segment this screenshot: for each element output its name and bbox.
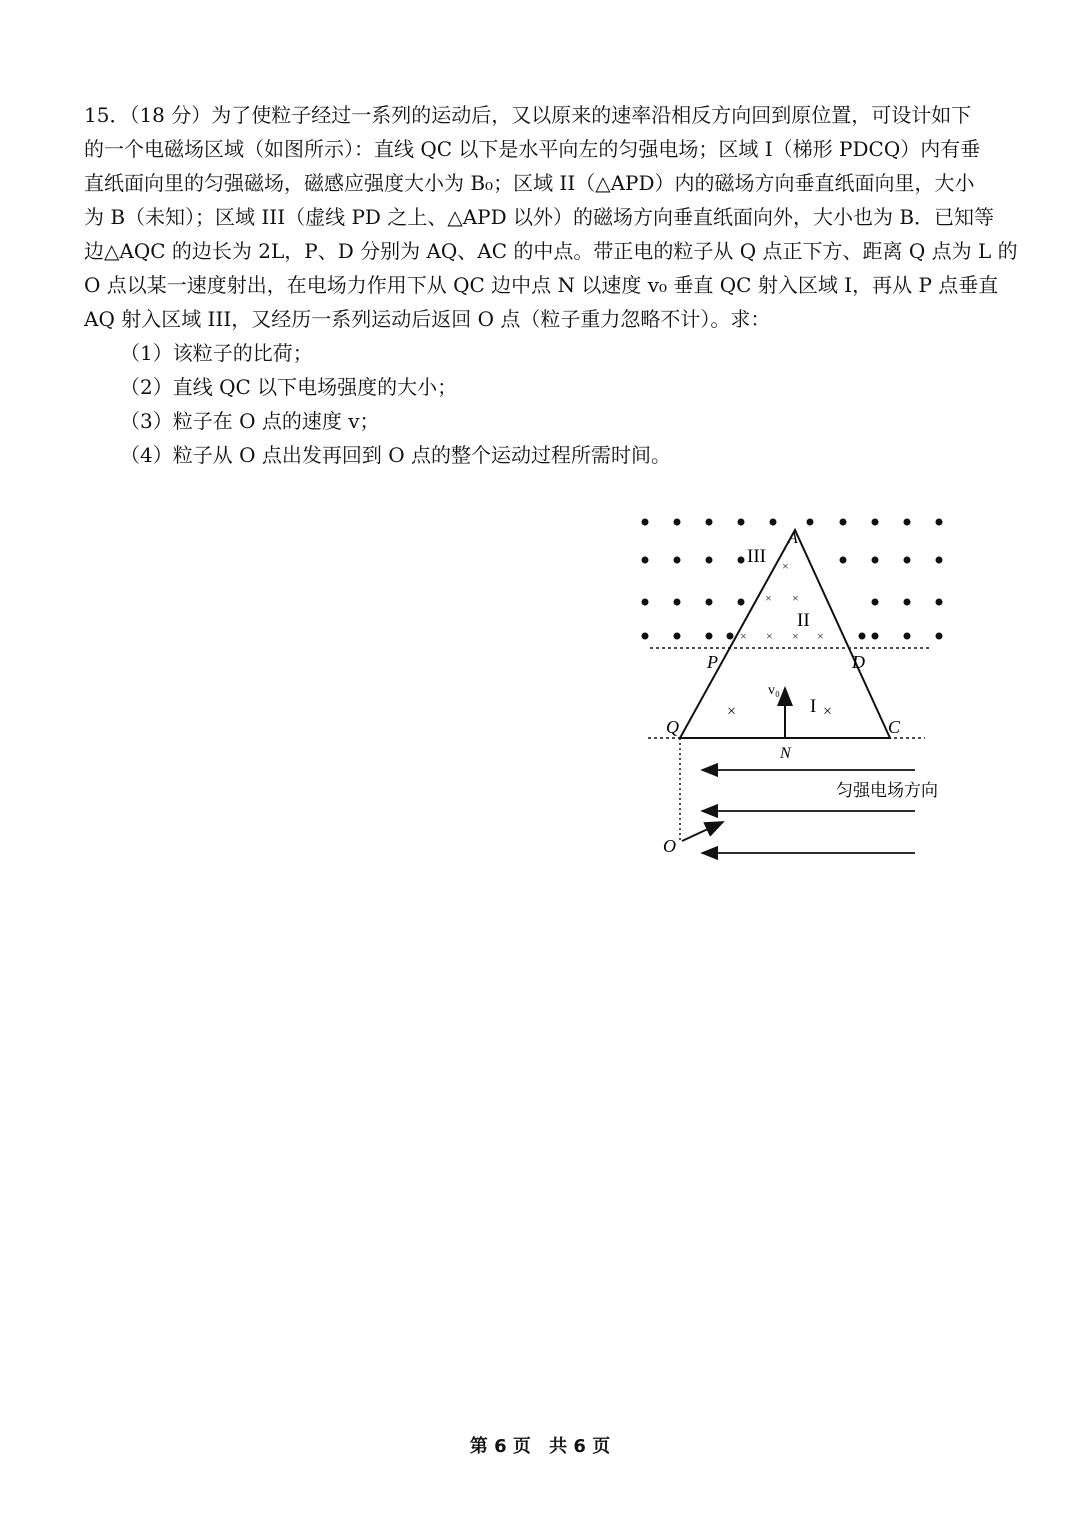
svg-text:×: ×: [765, 591, 772, 605]
stem-line-5: 边△AQC 的边长为 2L，P、D 分别为 AQ、AC 的中点。带正电的粒子从 Q 点正下方、距离 Q 点为 L 的: [84, 239, 1018, 263]
label-q: Q: [666, 717, 679, 737]
stem-line-6: O 点以某一速度射出，在电场力作用下从 QC 边中点 N 以速度 v₀ 垂直 QC 射入区域 I，再从 P 点垂直: [84, 273, 999, 297]
label-region1: I: [810, 696, 817, 717]
label-region2: II: [797, 610, 810, 631]
svg-text:×: ×: [792, 591, 799, 605]
stem-line-2: 的一个电磁场区域（如图所示）：直线 QC 以下是水平向左的匀强电场；区域 I（梯形 PDCQ）内有垂: [84, 137, 981, 161]
svg-text:×: ×: [792, 629, 799, 643]
label-v0: v₀: [768, 683, 780, 698]
stem-line-4: 为 B（未知）；区域 III（虚线 PD 之上、△APD 以外）的磁场方向垂直纸面向外，大小也为 B．已知等: [84, 205, 995, 229]
sub-question-2: （2）直线 QC 以下电场强度的大小；: [120, 375, 458, 399]
svg-text:×: ×: [740, 629, 747, 643]
page-total: 共 6 页: [549, 1436, 611, 1457]
label-p: P: [707, 652, 718, 672]
sub-question-1: （1）该粒子的比荷；: [120, 341, 313, 365]
problem-stem: [84, 98, 1024, 336]
field-diagram: [630, 508, 950, 868]
svg-text:×: ×: [727, 703, 737, 720]
sub-question-3: （3）粒子在 O 点的速度 v；: [120, 409, 380, 433]
label-d: D: [852, 652, 865, 672]
label-field-direction: 匀强电场方向: [836, 781, 938, 801]
page-number: 第 6 页: [469, 1436, 531, 1457]
region2-crosses: [740, 559, 824, 643]
sub-question-4: （4）粒子从 O 点出发再回到 O 点的整个运动过程所需时间。: [120, 443, 671, 467]
svg-text:×: ×: [766, 629, 773, 643]
sub-questions: [120, 336, 671, 472]
stem-line-3: 直纸面向里的匀强磁场，磁感应强度大小为 B₀；区域 II（△APD）内的磁场方向垂直纸面向里，大小: [84, 171, 975, 195]
svg-text:×: ×: [823, 703, 833, 720]
svg-text:×: ×: [782, 559, 789, 573]
problem-text: [84, 98, 1024, 336]
stem-line-7: AQ 射入区域 III，又经历一系列运动后返回 O 点（粒子重力忽略不计）。求：: [84, 307, 771, 331]
label-region3: III: [747, 546, 766, 567]
initial-velocity-arrow: [682, 822, 723, 841]
diagram-svg: [630, 508, 950, 868]
label-n: N: [780, 745, 791, 762]
label-o: O: [663, 836, 676, 856]
page-footer: [0, 1432, 1080, 1458]
stem-line-1: 15．（18 分）为了使粒子经过一系列的运动后，又以原来的速率沿相反方向回到原位置，可设计如下: [84, 103, 972, 127]
label-c: C: [888, 717, 901, 737]
label-a: A: [788, 530, 798, 547]
svg-text:×: ×: [817, 629, 824, 643]
